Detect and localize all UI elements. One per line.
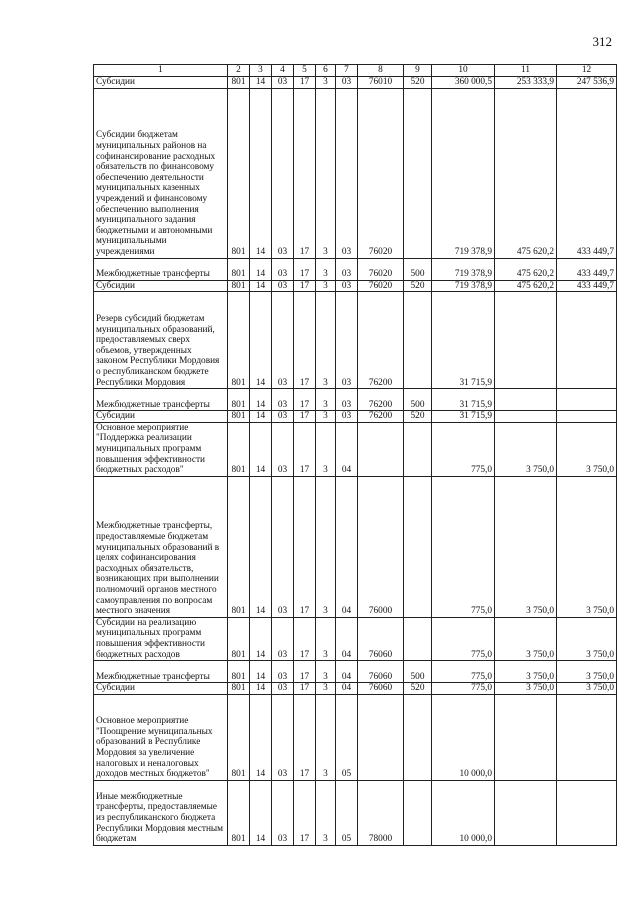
row-name-cell: Межбюджетные трансферты xyxy=(94,661,228,683)
cell-col-6: 3 xyxy=(316,389,336,411)
cell-col-9 xyxy=(404,292,432,389)
column-header-2: 2 xyxy=(228,65,250,77)
table-body xyxy=(94,77,617,846)
cell-col-5: 17 xyxy=(294,280,316,292)
cell-col-9: 520 xyxy=(404,280,432,292)
cell-col-11 xyxy=(495,780,557,845)
cell-col-4: 03 xyxy=(272,389,294,411)
cell-col-12 xyxy=(557,292,617,389)
cell-col-9: 500 xyxy=(404,258,432,280)
cell-col-5: 17 xyxy=(294,292,316,389)
cell-col-10: 775,0 xyxy=(432,617,495,660)
cell-col-2: 801 xyxy=(228,422,250,476)
cell-col-6: 3 xyxy=(316,280,336,292)
column-header-8: 8 xyxy=(358,65,404,77)
cell-col-2: 801 xyxy=(228,411,250,423)
cell-col-11: 253 333,9 xyxy=(495,77,557,89)
cell-col-12: 3 750,0 xyxy=(557,683,617,695)
cell-col-6: 3 xyxy=(316,258,336,280)
cell-col-8: 78000 xyxy=(358,780,404,845)
cell-col-12 xyxy=(557,411,617,423)
cell-col-12 xyxy=(557,389,617,411)
cell-col-2: 801 xyxy=(228,77,250,89)
cell-col-8: 76020 xyxy=(358,280,404,292)
cell-col-11: 3 750,0 xyxy=(495,422,557,476)
row-name-cell: Основное мероприятие "Поощрение муниципальных образований в Республике Мордовия за увеличение налоговых и неналоговых доходов местных бюджетов" xyxy=(94,694,228,780)
cell-col-5: 17 xyxy=(294,661,316,683)
cell-col-10: 31 715,9 xyxy=(432,411,495,423)
cell-col-2: 801 xyxy=(228,694,250,780)
table-row xyxy=(94,694,617,780)
cell-col-8: 76060 xyxy=(358,661,404,683)
cell-col-10: 31 715,9 xyxy=(432,389,495,411)
cell-col-3: 14 xyxy=(250,617,272,660)
table-row xyxy=(94,780,617,845)
cell-col-7: 04 xyxy=(336,476,358,617)
cell-col-12: 433 449,7 xyxy=(557,88,617,258)
cell-col-2: 801 xyxy=(228,617,250,660)
cell-col-2: 801 xyxy=(228,780,250,845)
table-row xyxy=(94,258,617,280)
cell-col-4: 03 xyxy=(272,411,294,423)
cell-col-3: 14 xyxy=(250,683,272,695)
cell-col-12: 247 536,9 xyxy=(557,77,617,89)
row-name-cell: Субсидии xyxy=(94,411,228,423)
cell-col-7: 03 xyxy=(336,292,358,389)
cell-col-10: 10 000,0 xyxy=(432,694,495,780)
cell-col-4: 03 xyxy=(272,694,294,780)
cell-col-8: 76010 xyxy=(358,77,404,89)
cell-col-3: 14 xyxy=(250,411,272,423)
cell-col-12: 433 449,7 xyxy=(557,280,617,292)
cell-col-7: 04 xyxy=(336,661,358,683)
cell-col-4: 03 xyxy=(272,280,294,292)
cell-col-11: 3 750,0 xyxy=(495,683,557,695)
row-name-cell: Субсидии на реализацию муниципальных программ повышения эффективности бюджетных расходов xyxy=(94,617,228,660)
cell-col-12: 3 750,0 xyxy=(557,422,617,476)
cell-col-8: 76060 xyxy=(358,683,404,695)
table-row xyxy=(94,422,617,476)
cell-col-8 xyxy=(358,694,404,780)
table-row xyxy=(94,292,617,389)
cell-col-11: 3 750,0 xyxy=(495,617,557,660)
cell-col-9: 520 xyxy=(404,77,432,89)
cell-col-9 xyxy=(404,617,432,660)
cell-col-2: 801 xyxy=(228,683,250,695)
cell-col-9: 520 xyxy=(404,683,432,695)
cell-col-5: 17 xyxy=(294,77,316,89)
cell-col-11 xyxy=(495,694,557,780)
cell-col-12 xyxy=(557,780,617,845)
table-row xyxy=(94,411,617,423)
cell-col-6: 3 xyxy=(316,661,336,683)
cell-col-4: 03 xyxy=(272,476,294,617)
cell-col-3: 14 xyxy=(250,476,272,617)
cell-col-9 xyxy=(404,422,432,476)
cell-col-10: 775,0 xyxy=(432,476,495,617)
cell-col-4: 03 xyxy=(272,258,294,280)
cell-col-12: 3 750,0 xyxy=(557,617,617,660)
cell-col-3: 14 xyxy=(250,258,272,280)
cell-col-7: 03 xyxy=(336,88,358,258)
cell-col-10: 31 715,9 xyxy=(432,292,495,389)
cell-col-6: 3 xyxy=(316,683,336,695)
cell-col-3: 14 xyxy=(250,292,272,389)
cell-col-9: 500 xyxy=(404,389,432,411)
row-name-cell: Субсидии xyxy=(94,280,228,292)
cell-col-3: 14 xyxy=(250,389,272,411)
cell-col-9: 500 xyxy=(404,661,432,683)
cell-col-4: 03 xyxy=(272,422,294,476)
cell-col-9 xyxy=(404,88,432,258)
cell-col-8: 76200 xyxy=(358,389,404,411)
cell-col-8: 76000 xyxy=(358,476,404,617)
column-header-5: 5 xyxy=(294,65,316,77)
cell-col-5: 17 xyxy=(294,411,316,423)
cell-col-3: 14 xyxy=(250,280,272,292)
row-name-cell: Межбюджетные трансферты, предоставляемые бюджетам муниципальных образований в целях софинансирования расходных обязательств, возникающих при выполнении полномочий органов местного самоуправления по вопросам местного значения xyxy=(94,476,228,617)
cell-col-11: 3 750,0 xyxy=(495,661,557,683)
column-header-1: 1 xyxy=(94,65,228,77)
cell-col-11: 475 620,2 xyxy=(495,258,557,280)
cell-col-3: 14 xyxy=(250,780,272,845)
cell-col-7: 03 xyxy=(336,389,358,411)
row-name-cell: Субсидии xyxy=(94,77,228,89)
table-row xyxy=(94,683,617,695)
column-header-11: 11 xyxy=(495,65,557,77)
table-row xyxy=(94,77,617,89)
table-row xyxy=(94,280,617,292)
row-name-cell: Субсидии xyxy=(94,683,228,695)
table-header-row xyxy=(94,65,617,77)
cell-col-11: 3 750,0 xyxy=(495,476,557,617)
cell-col-7: 05 xyxy=(336,694,358,780)
cell-col-10: 719 378,9 xyxy=(432,88,495,258)
cell-col-11: 475 620,2 xyxy=(495,88,557,258)
cell-col-3: 14 xyxy=(250,88,272,258)
cell-col-6: 3 xyxy=(316,780,336,845)
table-row xyxy=(94,88,617,258)
cell-col-8 xyxy=(358,422,404,476)
cell-col-2: 801 xyxy=(228,661,250,683)
row-name-cell: Межбюджетные трансферты xyxy=(94,258,228,280)
table-row xyxy=(94,389,617,411)
cell-col-4: 03 xyxy=(272,292,294,389)
column-header-7: 7 xyxy=(336,65,358,77)
cell-col-10: 719 378,9 xyxy=(432,258,495,280)
column-header-9: 9 xyxy=(404,65,432,77)
cell-col-10: 360 000,5 xyxy=(432,77,495,89)
cell-col-5: 17 xyxy=(294,258,316,280)
cell-col-6: 3 xyxy=(316,292,336,389)
page-number: 312 xyxy=(592,34,612,49)
cell-col-9 xyxy=(404,694,432,780)
cell-col-5: 17 xyxy=(294,476,316,617)
cell-col-3: 14 xyxy=(250,77,272,89)
cell-col-3: 14 xyxy=(250,422,272,476)
cell-col-8: 76020 xyxy=(358,88,404,258)
column-header-12: 12 xyxy=(557,65,617,77)
cell-col-4: 03 xyxy=(272,88,294,258)
cell-col-8: 76060 xyxy=(358,617,404,660)
column-header-10: 10 xyxy=(432,65,495,77)
cell-col-9 xyxy=(404,476,432,617)
cell-col-3: 14 xyxy=(250,694,272,780)
cell-col-11: 475 620,2 xyxy=(495,280,557,292)
row-name-cell: Резерв субсидий бюджетам муниципальных образований, предоставляемых сверх объемов, утвержденных законом Республики Мордовия о республиканском бюджете Республики Мордовия xyxy=(94,292,228,389)
cell-col-12: 3 750,0 xyxy=(557,476,617,617)
cell-col-10: 719 378,9 xyxy=(432,280,495,292)
cell-col-4: 03 xyxy=(272,780,294,845)
cell-col-2: 801 xyxy=(228,389,250,411)
cell-col-6: 3 xyxy=(316,88,336,258)
cell-col-12 xyxy=(557,694,617,780)
cell-col-11 xyxy=(495,389,557,411)
cell-col-10: 775,0 xyxy=(432,683,495,695)
cell-col-4: 03 xyxy=(272,617,294,660)
row-name-cell: Иные межбюджетные трансферты, предоставляемые из республиканского бюджета Республики Мордовия местным бюджетам xyxy=(94,780,228,845)
cell-col-7: 03 xyxy=(336,411,358,423)
cell-col-2: 801 xyxy=(228,258,250,280)
cell-col-9 xyxy=(404,780,432,845)
cell-col-5: 17 xyxy=(294,389,316,411)
cell-col-4: 03 xyxy=(272,77,294,89)
cell-col-2: 801 xyxy=(228,292,250,389)
cell-col-7: 04 xyxy=(336,617,358,660)
cell-col-5: 17 xyxy=(294,617,316,660)
cell-col-7: 04 xyxy=(336,683,358,695)
cell-col-7: 04 xyxy=(336,422,358,476)
cell-col-7: 05 xyxy=(336,780,358,845)
cell-col-5: 17 xyxy=(294,694,316,780)
table-row xyxy=(94,617,617,660)
cell-col-5: 17 xyxy=(294,780,316,845)
cell-col-8: 76200 xyxy=(358,292,404,389)
cell-col-4: 03 xyxy=(272,661,294,683)
cell-col-2: 801 xyxy=(228,476,250,617)
cell-col-11 xyxy=(495,292,557,389)
cell-col-12: 3 750,0 xyxy=(557,661,617,683)
cell-col-12: 433 449,7 xyxy=(557,258,617,280)
cell-col-5: 17 xyxy=(294,683,316,695)
cell-col-4: 03 xyxy=(272,683,294,695)
row-name-cell: Межбюджетные трансферты xyxy=(94,389,228,411)
cell-col-6: 3 xyxy=(316,411,336,423)
cell-col-6: 3 xyxy=(316,617,336,660)
cell-col-6: 3 xyxy=(316,694,336,780)
cell-col-10: 10 000,0 xyxy=(432,780,495,845)
cell-col-8: 76200 xyxy=(358,411,404,423)
cell-col-8: 76020 xyxy=(358,258,404,280)
cell-col-11 xyxy=(495,411,557,423)
cell-col-6: 3 xyxy=(316,422,336,476)
budget-table xyxy=(93,64,617,846)
cell-col-6: 3 xyxy=(316,77,336,89)
cell-col-10: 775,0 xyxy=(432,661,495,683)
table-row xyxy=(94,661,617,683)
row-name-cell: Субсидии бюджетам муниципальных районов на софинансирование расходных обязательств по финансовому обеспечению деятельности муниципальных казенных учреждений и финансовому обеспечению выполнения муниципального задания бюджетными и автономными муниципальными учреждениями xyxy=(94,88,228,258)
table-row xyxy=(94,476,617,617)
cell-col-7: 03 xyxy=(336,258,358,280)
column-header-6: 6 xyxy=(316,65,336,77)
cell-col-9: 520 xyxy=(404,411,432,423)
cell-col-6: 3 xyxy=(316,476,336,617)
cell-col-5: 17 xyxy=(294,88,316,258)
cell-col-2: 801 xyxy=(228,280,250,292)
cell-col-7: 03 xyxy=(336,77,358,89)
row-name-cell: Основное мероприятие "Поддержка реализации муниципальных программ повышения эффективности бюджетных расходов" xyxy=(94,422,228,476)
cell-col-3: 14 xyxy=(250,661,272,683)
cell-col-2: 801 xyxy=(228,88,250,258)
cell-col-5: 17 xyxy=(294,422,316,476)
cell-col-10: 775,0 xyxy=(432,422,495,476)
column-header-3: 3 xyxy=(250,65,272,77)
column-header-4: 4 xyxy=(272,65,294,77)
cell-col-7: 03 xyxy=(336,280,358,292)
